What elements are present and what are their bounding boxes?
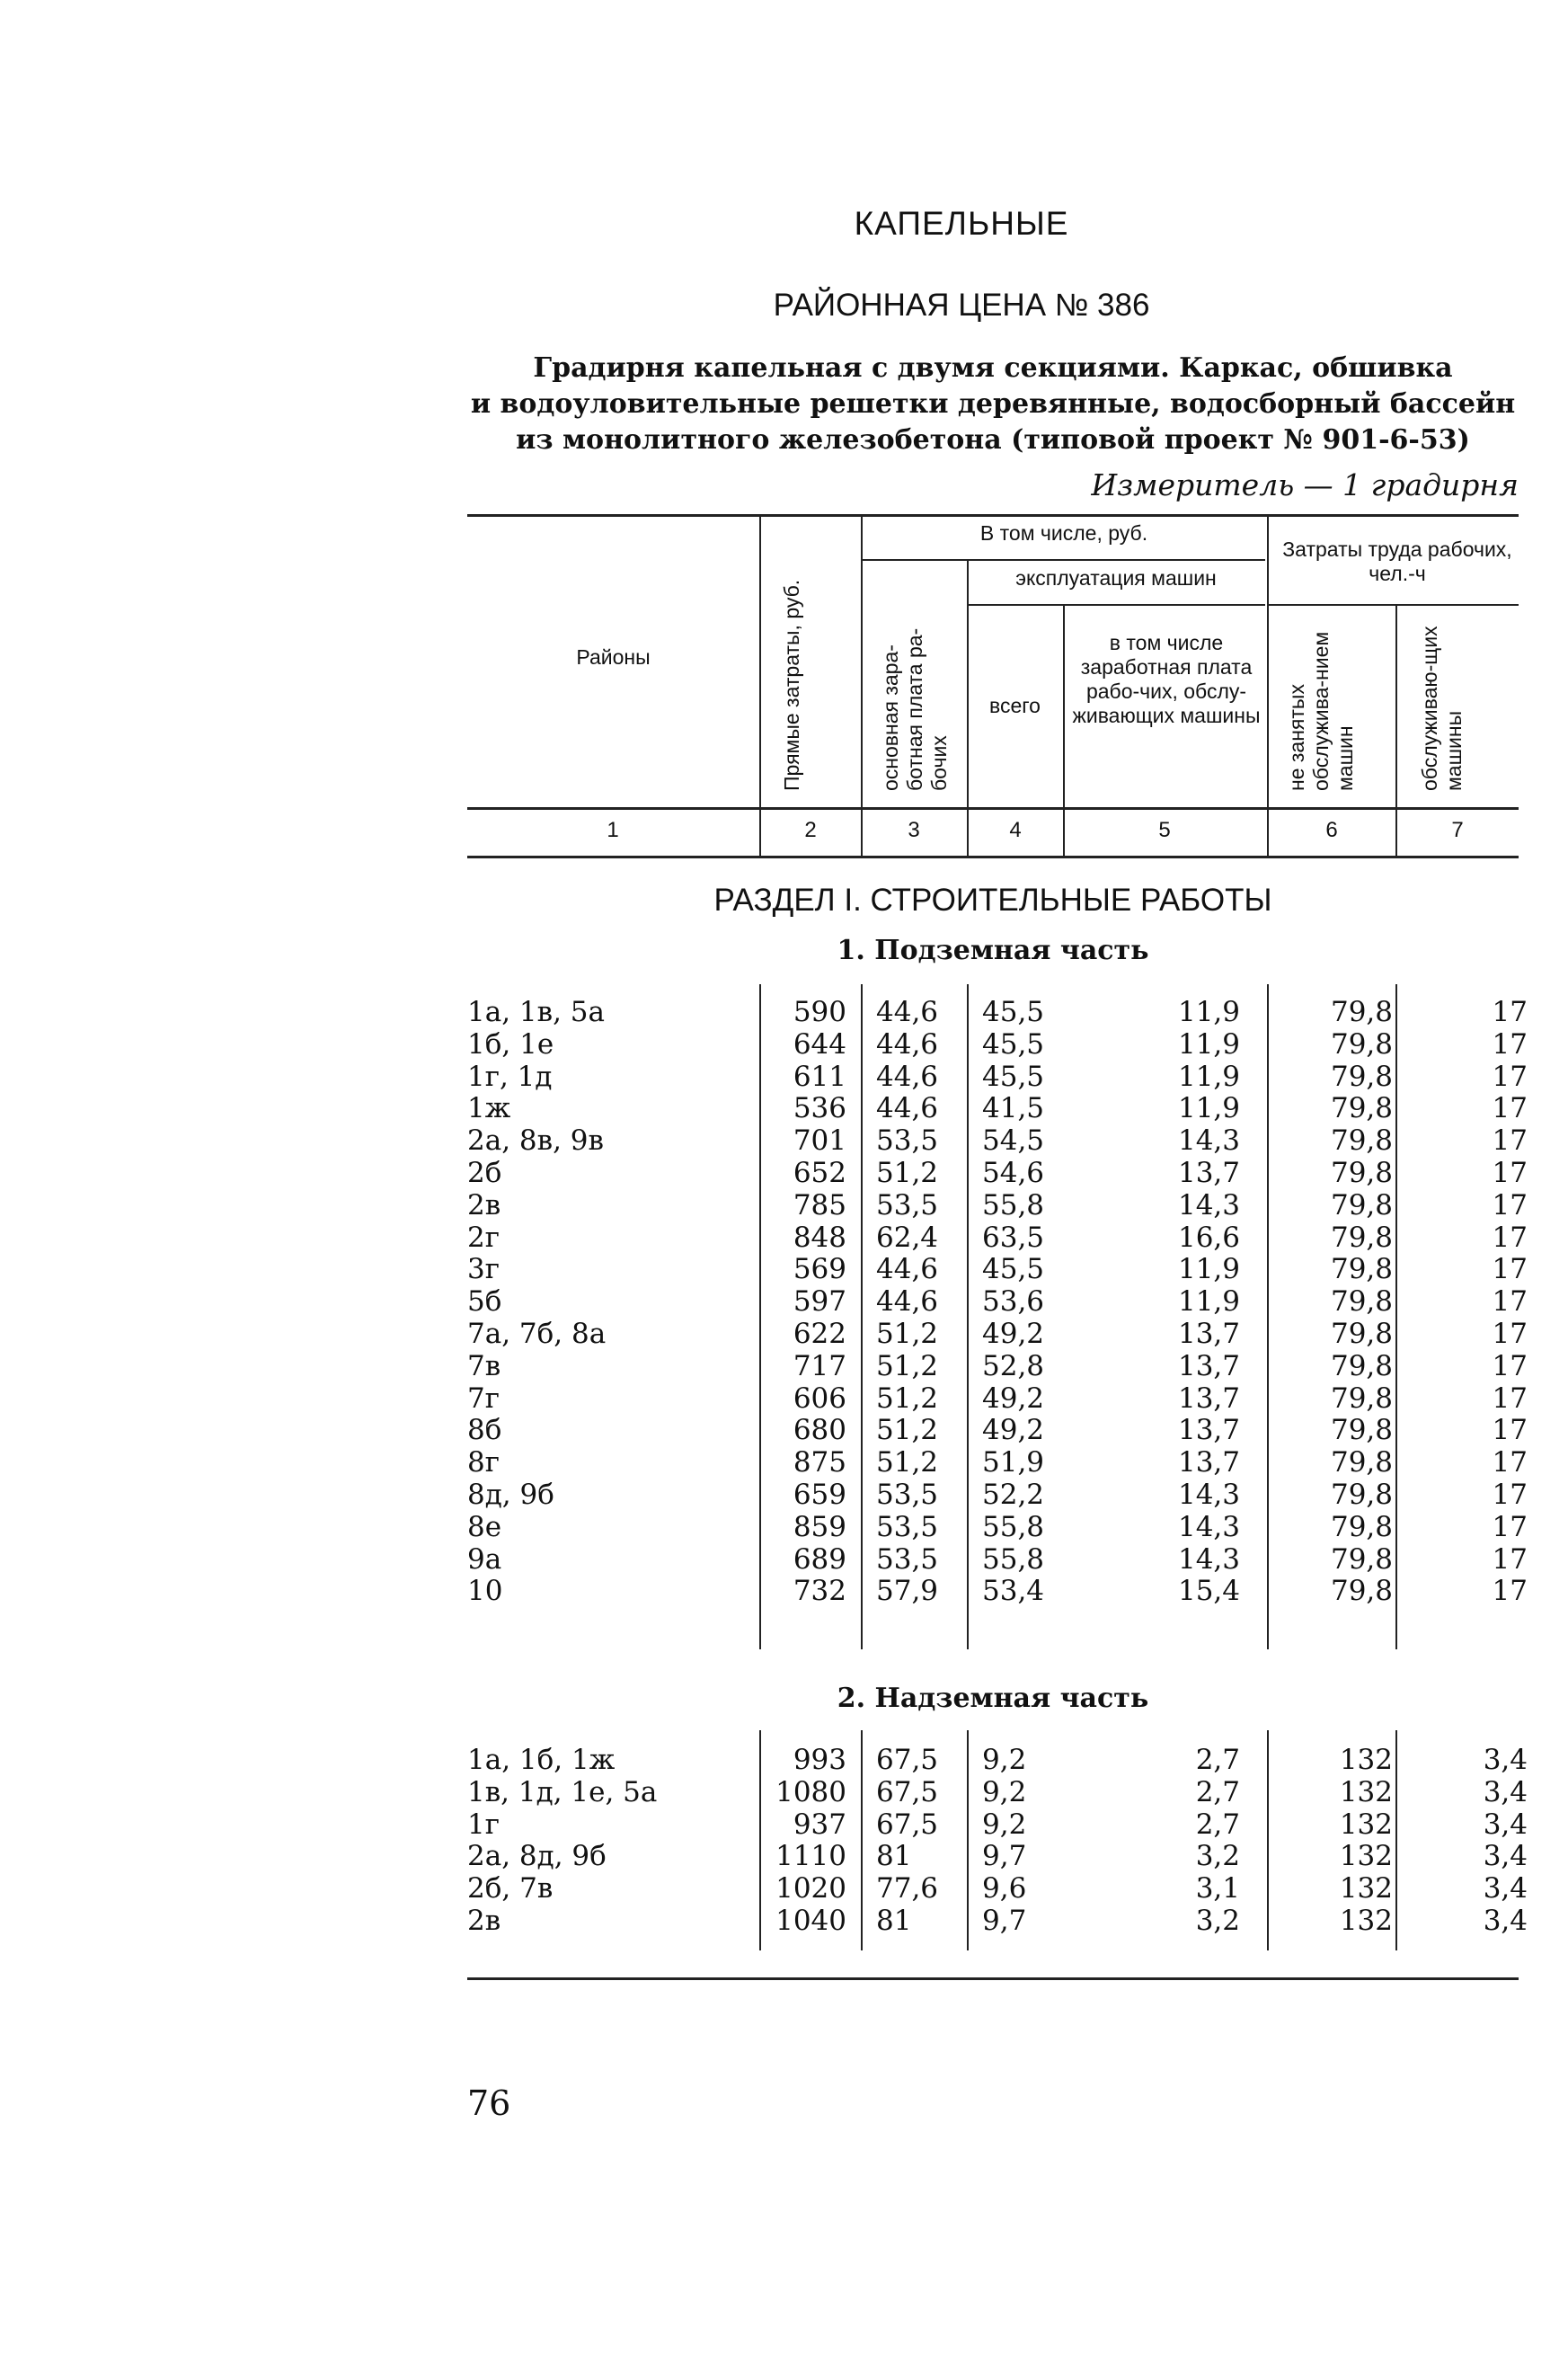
- description-line-2: и водоуловительные решетки деревянные, водосборный бассейн: [470, 388, 1516, 420]
- cell-col-4: 49,2: [982, 1414, 1045, 1447]
- table-row: [0, 1028, 1568, 1061]
- category-title: КАПЕЛЬНЫЕ: [854, 205, 1069, 242]
- cell-col-7: 17: [1492, 1446, 1528, 1479]
- cell-col-7: 3,4: [1483, 1744, 1528, 1776]
- cell-col-6: 132: [1339, 1840, 1393, 1873]
- cell-col-6: 79,8: [1330, 1542, 1393, 1576]
- table-row: [0, 1776, 1568, 1808]
- cell-col-2: 1020: [775, 1872, 846, 1906]
- cell-col-2: 680: [793, 1414, 846, 1447]
- table-row: [0, 1061, 1568, 1093]
- cell-col-4: 9,2: [982, 1775, 1027, 1808]
- cell-col-4: 63,5: [982, 1221, 1045, 1254]
- cell-col-2: 859: [793, 1510, 846, 1543]
- cell-col-7: 17: [1492, 1318, 1528, 1350]
- cell-col-6: 132: [1339, 1744, 1393, 1776]
- cell-col-1: 2в: [467, 1905, 501, 1937]
- cell-col-4: 45,5: [982, 1253, 1045, 1286]
- cell-col-2: 1110: [775, 1840, 846, 1873]
- cell-col-7: 17: [1492, 1253, 1528, 1286]
- cell-col-5: 14,3: [1177, 1510, 1240, 1543]
- cell-col-7: 3,4: [1483, 1905, 1528, 1937]
- cell-col-3: 44,6: [876, 1060, 939, 1093]
- cell-col-4: 55,8: [982, 1542, 1045, 1576]
- cell-col-3: 51,2: [876, 1381, 939, 1415]
- cell-col-4: 49,2: [982, 1381, 1045, 1415]
- table-row: [0, 996, 1568, 1028]
- table-row: [0, 1446, 1568, 1479]
- cell-col-6: 132: [1339, 1872, 1393, 1906]
- table-row: [0, 1157, 1568, 1189]
- cell-col-6: 79,8: [1330, 996, 1393, 1028]
- cell-col-6: 79,8: [1330, 1124, 1393, 1158]
- cell-col-6: 79,8: [1330, 1027, 1393, 1061]
- cell-col-4: 45,5: [982, 996, 1045, 1028]
- cell-col-3: 44,6: [876, 996, 939, 1028]
- part-1-title: 1. Подземная часть: [837, 935, 1149, 966]
- cell-col-5: 14,3: [1177, 1479, 1240, 1511]
- column-number-3: 3: [908, 818, 920, 842]
- header-machine-operation: эксплуатация машин: [1015, 566, 1217, 590]
- cell-col-4: 53,4: [982, 1575, 1045, 1608]
- cell-col-7: 17: [1492, 1188, 1528, 1221]
- cell-col-5: 14,3: [1177, 1124, 1240, 1158]
- table-row: [0, 1285, 1568, 1318]
- cell-col-7: 17: [1492, 1027, 1528, 1061]
- cell-col-1: 7г: [467, 1381, 500, 1415]
- cell-col-4: 55,8: [982, 1188, 1045, 1221]
- cell-col-2: 569: [793, 1253, 846, 1286]
- cell-col-7: 17: [1492, 1542, 1528, 1576]
- cell-col-3: 53,5: [876, 1479, 939, 1511]
- cell-col-6: 79,8: [1330, 1575, 1393, 1608]
- cell-col-6: 79,8: [1330, 1188, 1393, 1221]
- cell-col-6: 79,8: [1330, 1092, 1393, 1125]
- cell-col-5: 11,9: [1177, 996, 1240, 1028]
- cell-col-3: 51,2: [876, 1318, 939, 1350]
- cell-col-5: 11,9: [1177, 1060, 1240, 1093]
- table-row: [0, 1350, 1568, 1382]
- cell-col-7: 17: [1492, 1479, 1528, 1511]
- header-machine-wage: в том числе заработная плата рабо-чих, обслу-живающих машины: [1072, 631, 1261, 727]
- table-row: [0, 1253, 1568, 1285]
- cell-col-3: 44,6: [876, 1285, 939, 1319]
- cell-col-5: 13,7: [1177, 1446, 1240, 1479]
- cell-col-4: 49,2: [982, 1318, 1045, 1350]
- cell-col-3: 44,6: [876, 1027, 939, 1061]
- cell-col-6: 79,8: [1330, 1479, 1393, 1511]
- cell-col-6: 79,8: [1330, 1510, 1393, 1543]
- cell-col-4: 45,5: [982, 1060, 1045, 1093]
- column-number-6: 6: [1325, 818, 1338, 842]
- column-number-1: 1: [607, 818, 619, 842]
- cell-col-1: 1а, 1в, 5а: [467, 996, 606, 1028]
- part-2-title: 2. Надземная часть: [837, 1683, 1149, 1714]
- cell-col-5: 2,7: [1195, 1775, 1240, 1808]
- cell-col-1: 8д, 9б: [467, 1479, 554, 1511]
- header-servicing: обслуживаю-щих машины: [1418, 626, 1466, 791]
- cell-col-4: 51,9: [982, 1446, 1045, 1479]
- cell-col-1: 1в, 1д, 1е, 5а: [467, 1775, 658, 1808]
- cell-col-4: 52,8: [982, 1349, 1045, 1382]
- header-base-wage: основная зара-ботная плата ра-бочих: [879, 627, 951, 791]
- column-number-5: 5: [1158, 818, 1171, 842]
- header-direct-costs: Прямые затраты, руб.: [780, 579, 803, 791]
- cell-col-4: 45,5: [982, 1027, 1045, 1061]
- cell-col-1: 7а, 7б, 8а: [467, 1318, 607, 1350]
- table-row: [0, 1414, 1568, 1446]
- cell-col-5: 3,1: [1195, 1872, 1240, 1906]
- cell-col-7: 17: [1492, 1414, 1528, 1447]
- cell-col-7: 17: [1492, 1092, 1528, 1125]
- cell-col-5: 13,7: [1177, 1381, 1240, 1415]
- cell-col-3: 77,6: [876, 1872, 939, 1906]
- cell-col-6: 79,8: [1330, 1221, 1393, 1254]
- cell-col-4: 9,2: [982, 1808, 1027, 1841]
- cell-col-7: 17: [1492, 1349, 1528, 1382]
- cell-col-6: 79,8: [1330, 1446, 1393, 1479]
- cell-col-6: 79,8: [1330, 1414, 1393, 1447]
- cell-col-5: 14,3: [1177, 1542, 1240, 1576]
- table-row: [0, 1808, 1568, 1841]
- cell-col-1: 2а, 8д, 9б: [467, 1840, 607, 1873]
- cell-col-3: 51,2: [876, 1349, 939, 1382]
- table-row: [0, 1124, 1568, 1157]
- cell-col-5: 3,2: [1195, 1905, 1240, 1937]
- cell-col-2: 659: [793, 1479, 846, 1511]
- cell-col-2: 597: [793, 1285, 846, 1319]
- cell-col-4: 55,8: [982, 1510, 1045, 1543]
- cell-col-1: 2г: [467, 1221, 500, 1254]
- cell-col-7: 3,4: [1483, 1872, 1528, 1906]
- cell-col-2: 611: [793, 1060, 846, 1093]
- column-number-2: 2: [804, 818, 817, 842]
- cell-col-7: 17: [1492, 1221, 1528, 1254]
- cell-col-7: 17: [1492, 1060, 1528, 1093]
- cell-col-1: 8е: [467, 1510, 502, 1543]
- cell-col-3: 53,5: [876, 1188, 939, 1221]
- cell-col-2: 993: [793, 1744, 846, 1776]
- cell-col-1: 2в: [467, 1188, 501, 1221]
- cell-col-3: 67,5: [876, 1775, 939, 1808]
- cell-col-6: 79,8: [1330, 1318, 1393, 1350]
- cell-col-2: 606: [793, 1381, 846, 1415]
- cell-col-2: 689: [793, 1542, 846, 1576]
- cell-col-7: 3,4: [1483, 1775, 1528, 1808]
- cell-col-5: 11,9: [1177, 1285, 1240, 1319]
- cell-col-3: 57,9: [876, 1575, 939, 1608]
- cell-col-6: 79,8: [1330, 1349, 1393, 1382]
- table-row: [0, 1092, 1568, 1124]
- cell-col-7: 3,4: [1483, 1840, 1528, 1873]
- cell-col-5: 13,7: [1177, 1349, 1240, 1382]
- header-total: всего: [989, 694, 1041, 717]
- table-row: [0, 1543, 1568, 1576]
- cell-col-5: 11,9: [1177, 1027, 1240, 1061]
- cell-col-4: 53,6: [982, 1285, 1045, 1319]
- table-row: [0, 1744, 1568, 1776]
- cell-col-2: 652: [793, 1157, 846, 1189]
- table-row: [0, 1318, 1568, 1350]
- section-title: РАЗДЕЛ I. СТРОИТЕЛЬНЫЕ РАБОТЫ: [713, 883, 1272, 918]
- cell-col-4: 9,2: [982, 1744, 1027, 1776]
- cell-col-1: 7в: [467, 1349, 501, 1382]
- cell-col-4: 52,2: [982, 1479, 1045, 1511]
- cell-col-7: 17: [1492, 1575, 1528, 1608]
- cell-col-4: 54,6: [982, 1157, 1045, 1189]
- cell-col-1: 9а: [467, 1542, 502, 1576]
- cell-col-5: 2,7: [1195, 1744, 1240, 1776]
- cell-col-4: 9,6: [982, 1872, 1027, 1906]
- cell-col-7: 17: [1492, 996, 1528, 1028]
- cell-col-3: 81: [876, 1905, 912, 1937]
- cell-col-2: 536: [793, 1092, 846, 1125]
- cell-col-6: 132: [1339, 1775, 1393, 1808]
- header-regions: Районы: [576, 645, 651, 669]
- table-row: [0, 1872, 1568, 1905]
- cell-col-7: 17: [1492, 1124, 1528, 1158]
- cell-col-7: 17: [1492, 1157, 1528, 1189]
- cell-col-4: 9,7: [982, 1905, 1027, 1937]
- table-row: [0, 1840, 1568, 1872]
- cell-col-2: 848: [793, 1221, 846, 1254]
- cell-col-1: 1г, 1д: [467, 1060, 553, 1093]
- cell-col-5: 11,9: [1177, 1092, 1240, 1125]
- cell-col-3: 51,2: [876, 1414, 939, 1447]
- cell-col-1: 2б, 7в: [467, 1872, 554, 1906]
- cell-col-6: 79,8: [1330, 1157, 1393, 1189]
- cell-col-2: 785: [793, 1188, 846, 1221]
- cell-col-3: 44,6: [876, 1092, 939, 1125]
- cell-col-3: 53,5: [876, 1542, 939, 1576]
- cell-col-6: 79,8: [1330, 1060, 1393, 1093]
- cell-col-1: 2а, 8в, 9в: [467, 1124, 604, 1158]
- cell-col-1: 2б: [467, 1157, 502, 1189]
- cell-col-3: 51,2: [876, 1446, 939, 1479]
- description-line-3: из монолитного железобетона (типовой проект № 901-6-53): [516, 424, 1470, 456]
- table-bottom-rule: [467, 1977, 1519, 1980]
- cell-col-4: 54,5: [982, 1124, 1045, 1158]
- cell-col-3: 67,5: [876, 1808, 939, 1841]
- cell-col-6: 79,8: [1330, 1253, 1393, 1286]
- cell-col-5: 3,2: [1195, 1840, 1240, 1873]
- cell-col-2: 717: [793, 1349, 846, 1382]
- price-title: РАЙОННАЯ ЦЕНА № 386: [773, 288, 1150, 323]
- header-not-servicing: не занятых обслужива-нием машин: [1285, 631, 1357, 791]
- cell-col-3: 62,4: [876, 1221, 939, 1254]
- cell-col-1: 8г: [467, 1446, 500, 1479]
- cell-col-5: 13,7: [1177, 1157, 1240, 1189]
- table-row: [0, 1221, 1568, 1254]
- header-including: В том числе, руб.: [979, 521, 1148, 545]
- cell-col-2: 1040: [775, 1905, 846, 1937]
- cell-col-1: 1б, 1е: [467, 1027, 554, 1061]
- cell-col-1: 5б: [467, 1285, 502, 1319]
- table-row: [0, 1905, 1568, 1937]
- cell-col-2: 1080: [775, 1775, 846, 1808]
- cell-col-3: 53,5: [876, 1510, 939, 1543]
- cell-col-5: 16,6: [1177, 1221, 1240, 1254]
- column-number-4: 4: [1009, 818, 1022, 842]
- cell-col-1: 8б: [467, 1414, 502, 1447]
- cell-col-7: 3,4: [1483, 1808, 1528, 1841]
- cell-col-2: 937: [793, 1808, 846, 1841]
- cell-col-3: 81: [876, 1840, 912, 1873]
- cell-col-3: 67,5: [876, 1744, 939, 1776]
- cell-col-6: 132: [1339, 1808, 1393, 1841]
- cell-col-7: 17: [1492, 1285, 1528, 1319]
- cell-col-1: 1ж: [467, 1092, 511, 1125]
- table-row: [0, 1575, 1568, 1607]
- cell-col-2: 701: [793, 1124, 846, 1158]
- cell-col-5: 15,4: [1177, 1575, 1240, 1608]
- cell-col-2: 644: [793, 1027, 846, 1061]
- cell-col-2: 732: [793, 1575, 846, 1608]
- cell-col-5: 13,7: [1177, 1414, 1240, 1447]
- table-row: [0, 1511, 1568, 1543]
- cell-col-1: 1г: [467, 1808, 500, 1841]
- cell-col-1: 3г: [467, 1253, 500, 1286]
- table-row: [0, 1382, 1568, 1415]
- cell-col-3: 44,6: [876, 1253, 939, 1286]
- column-number-7: 7: [1451, 818, 1464, 842]
- table-row: [0, 1189, 1568, 1221]
- cell-col-2: 875: [793, 1446, 846, 1479]
- cell-col-7: 17: [1492, 1381, 1528, 1415]
- cell-col-5: 13,7: [1177, 1318, 1240, 1350]
- description-line-1: Градирня капельная с двумя секциями. Каркас, обшивка: [533, 352, 1453, 384]
- table-row: [0, 1479, 1568, 1511]
- cell-col-7: 17: [1492, 1510, 1528, 1543]
- cell-col-6: 132: [1339, 1905, 1393, 1937]
- header-labor-costs: Затраты труда рабочих, чел.-ч: [1282, 537, 1512, 585]
- cell-col-6: 79,8: [1330, 1381, 1393, 1415]
- cell-col-1: 10: [467, 1575, 503, 1608]
- measure-unit: Измеритель — 1 градирня: [1091, 467, 1519, 502]
- cell-col-5: 14,3: [1177, 1188, 1240, 1221]
- cell-col-3: 53,5: [876, 1124, 939, 1158]
- cell-col-2: 590: [793, 996, 846, 1028]
- cell-col-4: 9,7: [982, 1840, 1027, 1873]
- cell-col-5: 11,9: [1177, 1253, 1240, 1286]
- page-number: 76: [467, 2083, 511, 2123]
- cell-col-1: 1а, 1б, 1ж: [467, 1744, 616, 1776]
- cell-col-4: 41,5: [982, 1092, 1045, 1125]
- cell-col-2: 622: [793, 1318, 846, 1350]
- cell-col-5: 2,7: [1195, 1808, 1240, 1841]
- cell-col-6: 79,8: [1330, 1285, 1393, 1319]
- cell-col-3: 51,2: [876, 1157, 939, 1189]
